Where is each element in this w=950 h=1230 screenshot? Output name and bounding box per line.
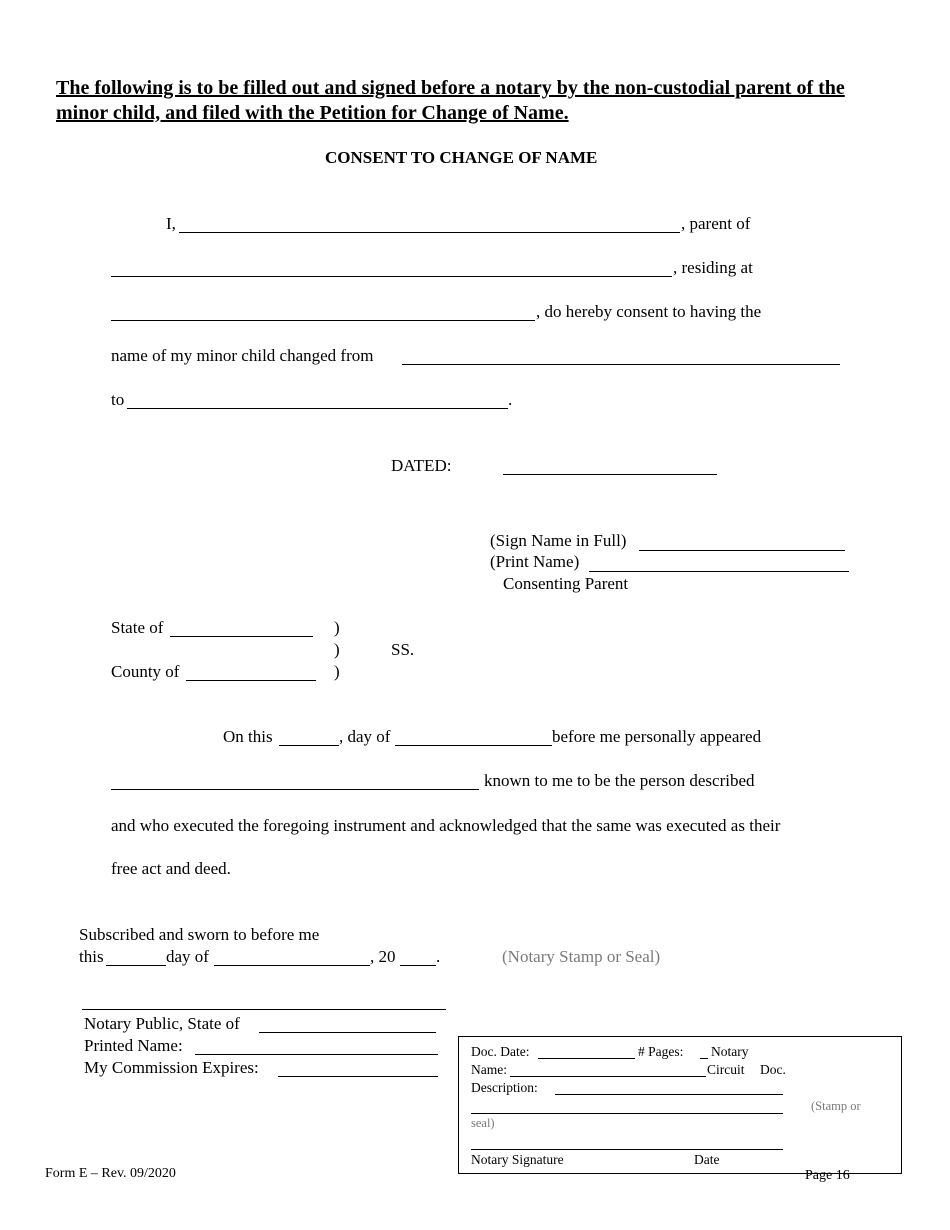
dated-label: DATED:: [391, 456, 452, 475]
county-field[interactable]: [186, 680, 316, 681]
jurat-day-field[interactable]: [106, 965, 166, 966]
form-id: Form E – Rev. 09/2020: [45, 1166, 176, 1181]
consent-line3-suffix: , do hereby consent to having the: [536, 302, 762, 321]
doc-date-label: Doc. Date:: [471, 1044, 530, 1059]
consenting-parent-label: Consenting Parent: [503, 574, 629, 593]
appeared-person-field[interactable]: [111, 789, 479, 790]
notary-printed-name-field[interactable]: [195, 1054, 438, 1055]
sign-name-label: (Sign Name in Full): [490, 531, 627, 550]
pages-label: # Pages:: [638, 1044, 684, 1059]
form-title: CONSENT TO CHANGE OF NAME: [325, 148, 598, 167]
commission-expires-field[interactable]: [278, 1076, 438, 1077]
instruction-heading: The following is to be filled out and signed before a notary by the non-custodial parent of the minor child, and filed with the Petition for Change of Name.: [56, 77, 845, 124]
ack-day-of-label: , day of: [339, 727, 391, 746]
current-child-name-field[interactable]: [402, 364, 840, 365]
pages-field[interactable]: [700, 1058, 708, 1059]
jurat-year-prefix: , 20: [370, 947, 396, 966]
consent-line5-prefix: to: [111, 390, 125, 409]
venue-paren-3: ): [334, 662, 340, 681]
notary-state-field[interactable]: [259, 1032, 436, 1033]
new-child-name-field[interactable]: [127, 408, 508, 409]
print-name-label: (Print Name): [490, 552, 580, 571]
county-label: County of: [111, 662, 180, 681]
consent-line2-suffix: , residing at: [673, 258, 753, 277]
child-name-field[interactable]: [111, 276, 672, 277]
venue-paren-2: ): [334, 640, 340, 659]
signature-field[interactable]: [639, 550, 845, 551]
notary-stamp-note: (Notary Stamp or Seal): [502, 947, 661, 966]
ss-label: SS.: [391, 640, 415, 659]
commission-label: My Commission Expires:: [84, 1058, 259, 1077]
jurat-period: .: [436, 947, 441, 966]
box-notary-signature-field[interactable]: [471, 1149, 783, 1150]
notary-signature-label: Notary Signature: [471, 1152, 564, 1167]
box-date-label: Date: [694, 1152, 720, 1167]
appeared-label: before me personally appeared: [552, 727, 762, 746]
circuit-label: Circuit: [707, 1062, 745, 1077]
jurat-day-of-label: day of: [166, 947, 209, 966]
consent-line1-suffix: , parent of: [681, 214, 751, 233]
box-seal-label: seal): [471, 1116, 495, 1130]
venue-paren-1: ): [334, 618, 340, 637]
box-stamp-or-label: (Stamp or: [811, 1099, 861, 1113]
description-field[interactable]: [555, 1094, 783, 1095]
state-field[interactable]: [170, 636, 313, 637]
box-name-field[interactable]: [510, 1076, 706, 1077]
consent-line5-suffix: .: [508, 390, 513, 409]
box-notary-label: Notary: [711, 1044, 749, 1059]
executed-text: and who executed the foregoing instrument and acknowledged that the same was executed as their: [111, 816, 781, 835]
printed-name-label: Printed Name:: [84, 1036, 183, 1055]
parent-name-field[interactable]: [179, 232, 680, 233]
state-label: State of: [111, 618, 164, 637]
consent-line4-prefix: name of my minor child changed from: [111, 346, 374, 365]
subscribed-text: Subscribed and sworn to before me: [79, 925, 320, 944]
notary-signature-line[interactable]: [82, 1009, 446, 1010]
description-label: Description:: [471, 1080, 538, 1095]
jurat-this-label: this: [79, 947, 104, 966]
residence-field[interactable]: [111, 320, 535, 321]
notary-state-label: Notary Public, State of: [84, 1014, 240, 1033]
description-field-2[interactable]: [471, 1113, 783, 1114]
consent-line1-prefix: I,: [166, 214, 176, 233]
jurat-month-field[interactable]: [214, 965, 370, 966]
box-name-label: Name:: [471, 1062, 507, 1077]
known-label: known to me to be the person described: [484, 771, 755, 790]
ack-month-field[interactable]: [395, 745, 552, 746]
on-this-label: On this: [223, 727, 273, 746]
free-act-text: free act and deed.: [111, 859, 231, 878]
jurat-year-field[interactable]: [400, 965, 436, 966]
page-number: Page 16: [805, 1168, 850, 1183]
doc-label: Doc.: [760, 1062, 786, 1077]
doc-date-field[interactable]: [538, 1058, 635, 1059]
ack-day-field[interactable]: [279, 745, 339, 746]
print-name-field[interactable]: [589, 571, 849, 572]
dated-field[interactable]: [503, 474, 717, 475]
